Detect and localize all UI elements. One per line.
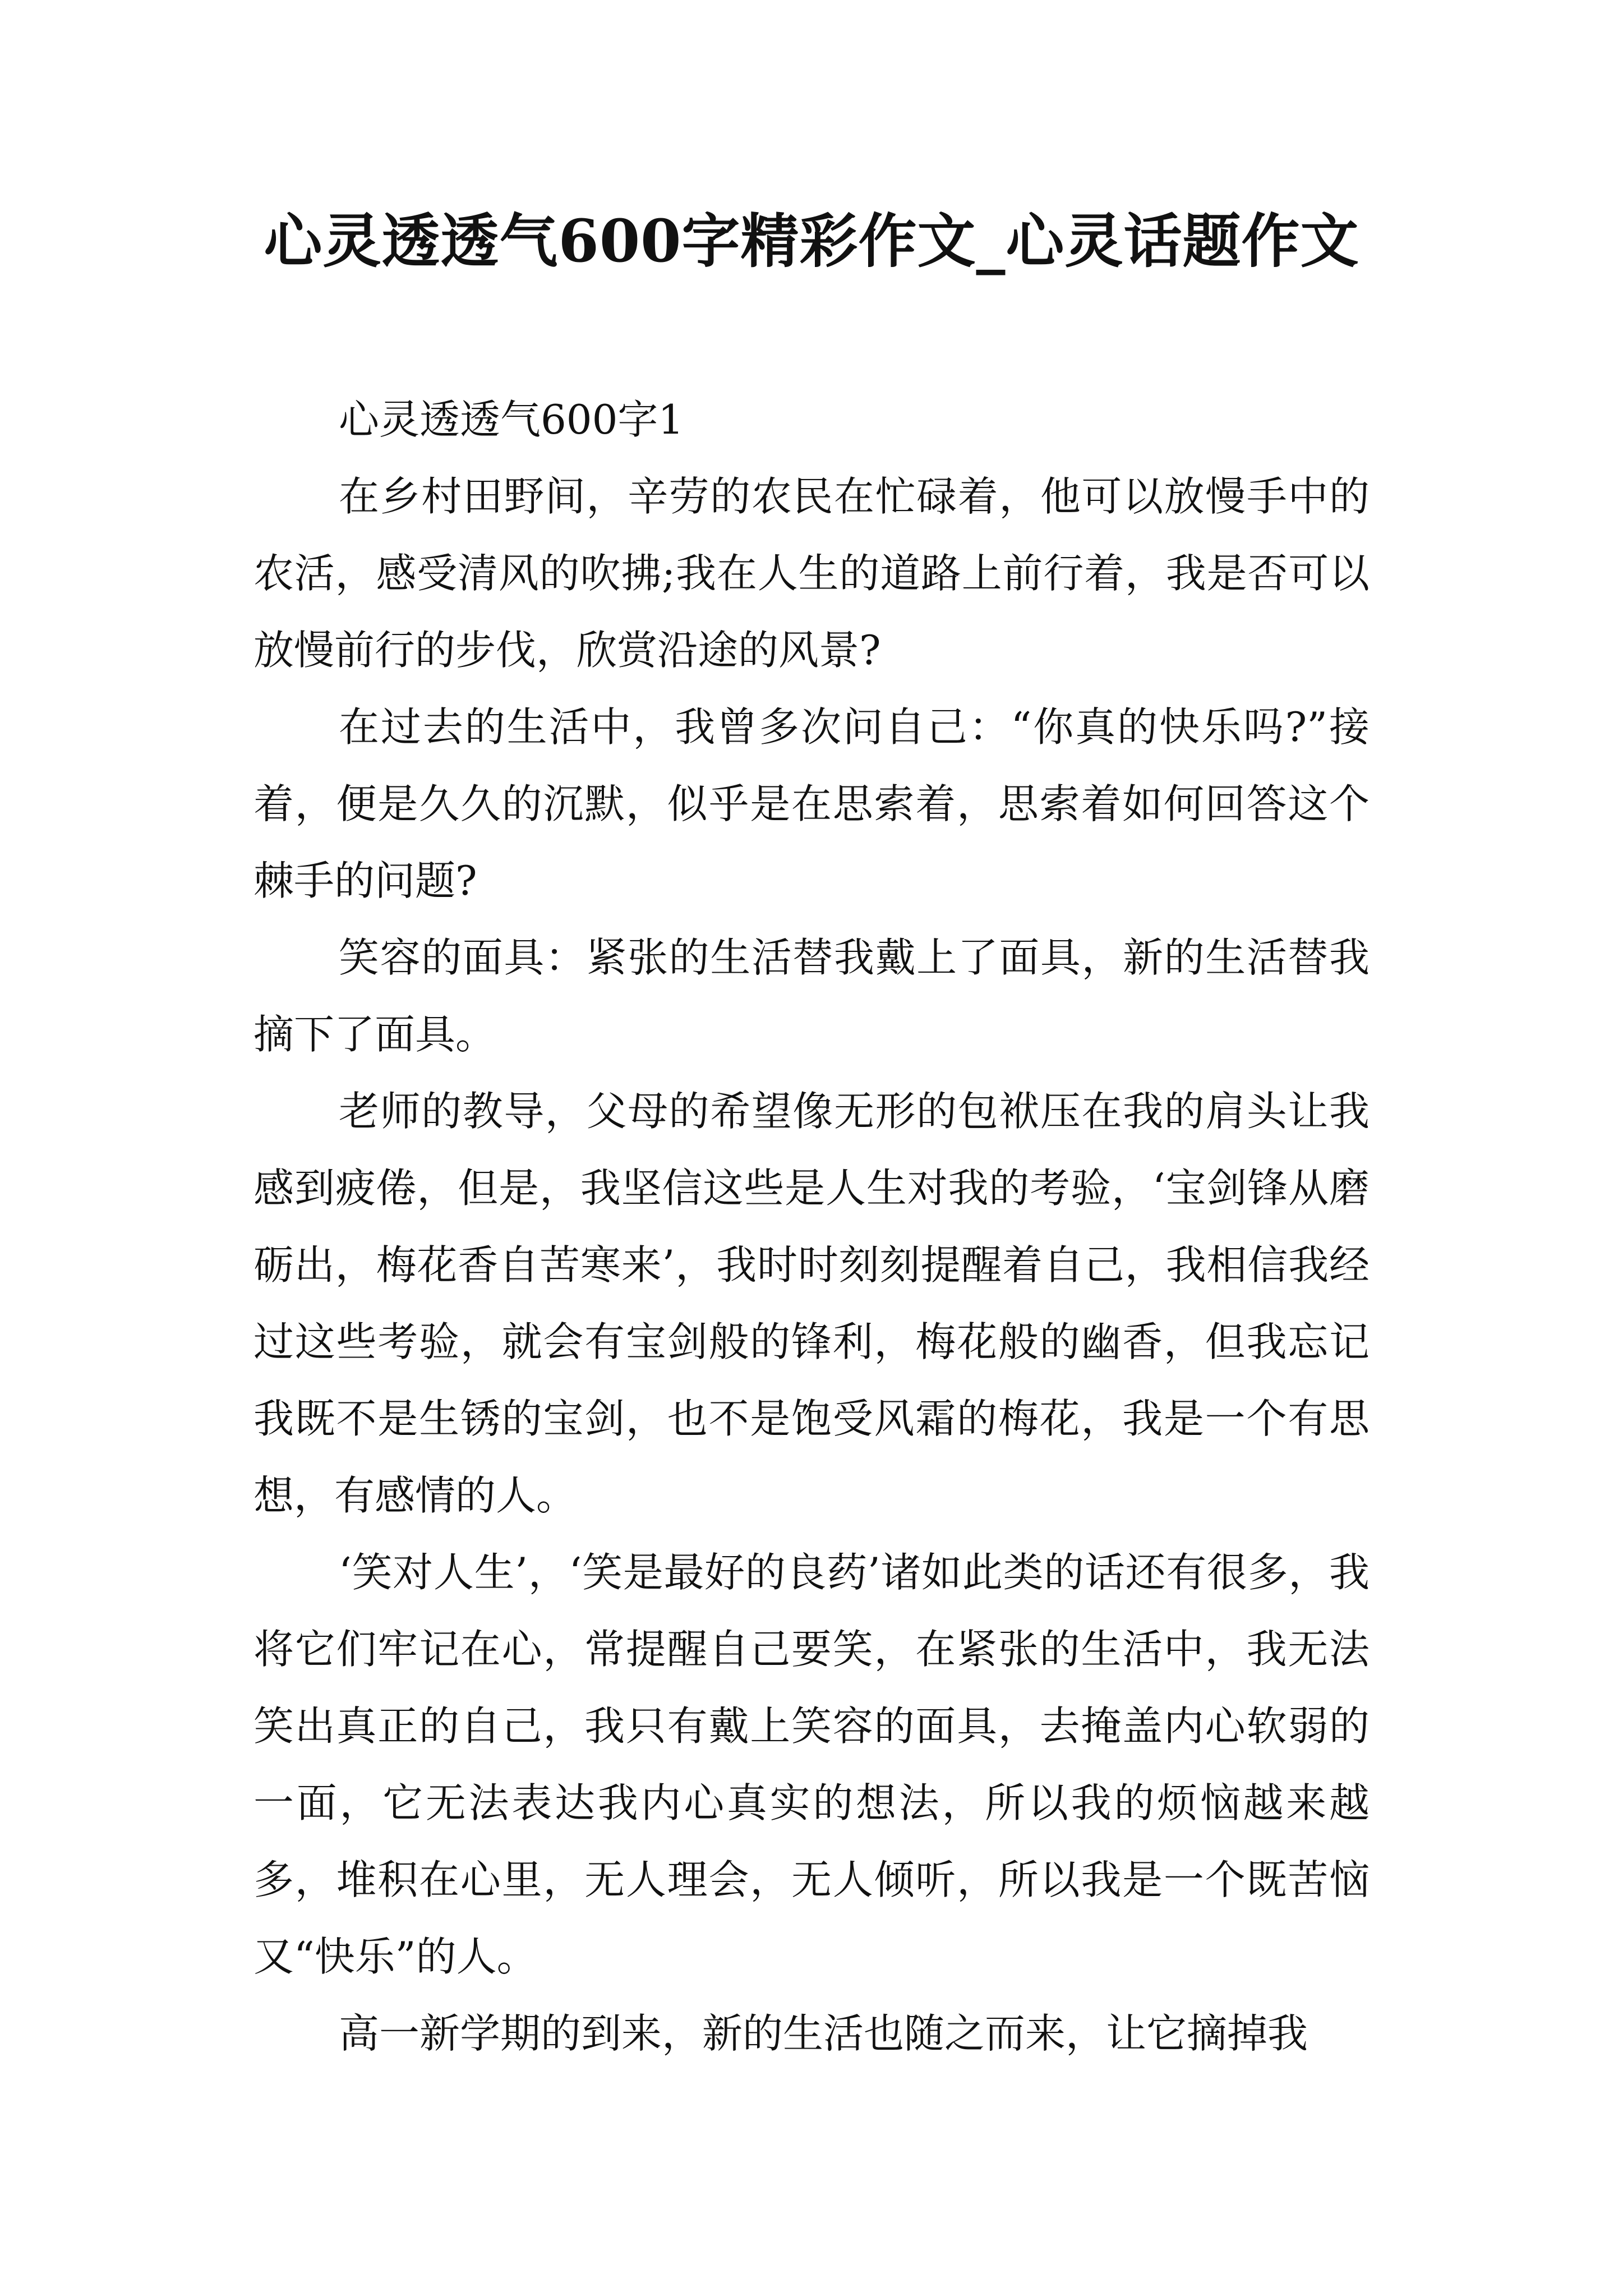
paragraph: 老师的教导，父母的希望像无形的包袱压在我的肩头让我感到疲倦，但是，我坚信这些是人生对我的考验，‘宝剑锋从磨砺出，梅花香自苦寒来’，我时时刻刻提醒着自己，我相信我经过这些考验，就会有宝剑般的锋利，梅花般的幽香，但我忘记我既不是生锈的宝剑，也不是饱受风霜的梅花，我是一个有思想，有感情的人。: [253, 1088, 1370, 1519]
paragraph: 在乡村田野间，辛劳的农民在忙碌着，他可以放慢手中的农活，感受清风的吹拂;我在人生的道路上前行着，我是否可以放慢前行的步伐，欣赏沿途的风景?: [253, 473, 1370, 674]
document-title: 心灵透透气600字精彩作文_心灵话题作文: [264, 206, 1359, 275]
paragraph-subtitle: 心灵透透气600字1: [339, 396, 684, 443]
paragraph: 笑容的面具：紧张的生活替我戴上了面具，新的生活替我摘下了面具。: [253, 934, 1370, 1058]
paragraph: ‘笑对人生’，‘笑是最好的良药’诸如此类的话还有很多，我将它们牢记在心，常提醒自己要笑，在紧张的生活中，我无法笑出真正的自己，我只有戴上笑容的面具，去掩盖内心软弱的一面，它无法表达我内心真实的想法，所以我的烦恼越来越多，堆积在心里，无人理会，无人倾听，所以我是一个既苦恼又“快乐”的人。: [253, 1549, 1370, 1980]
paragraph: 高一新学期的到来，新的生活也随之而来，让它摘掉我: [339, 2010, 1308, 2057]
document-body: [253, 381, 1370, 2072]
paragraph: 在过去的生活中，我曾多次问自己：“你真的快乐吗?”接着，便是久久的沉默，似乎是在思索着，思索着如何回答这个棘手的问题?: [253, 703, 1370, 904]
